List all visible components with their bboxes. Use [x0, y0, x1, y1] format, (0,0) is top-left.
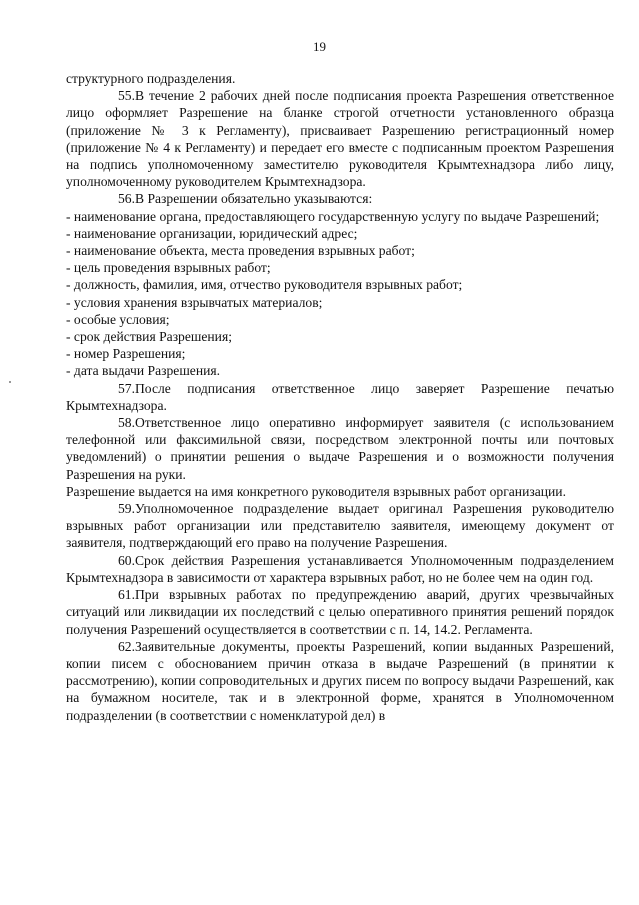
paragraph: 55.В течение 2 рабочих дней после подписания проекта Разрешения ответственное лицо оформляет Разрешение на бланке строгой отчетности установленного образца (приложение № 3 к Регламенту), присваивает Разрешению регистрационный номер (приложение № 4 к Регламенту) и передает его вместе с подписанным проектом Разрешения на подпись уполномоченному заместителю руководителя Крымтехнадзора либо лицу, уполномоченному руководителем Крымтехнадзора.	[66, 88, 614, 190]
paragraph: 61.При взрывных работах по предупреждению аварий, других чрезвычайных ситуаций или ликвидации их последствий с целью оперативного принятия решений порядок получения Разрешений осуществляется в соответствии с п. 14, 14.2. Регламента.	[66, 587, 614, 637]
list-item: - наименование организации, юридический адрес;	[66, 225, 358, 241]
paragraph: 58.Ответственное лицо оперативно информирует заявителя (с использованием телефонной или факсимильной связи, посредством электронной почты или почтовых уведомлений) о принятии решения о выдаче Разрешения и о возможности получения Разрешения на руки.	[66, 415, 614, 482]
list-item: - наименование объекта, места проведения взрывных работ;	[66, 243, 415, 259]
list-item: - номер Разрешения;	[66, 346, 186, 362]
list-item: - должность, фамилия, имя, отчество руководителя взрывных работ;	[66, 277, 463, 293]
list-item: - цель проведения взрывных работ;	[66, 260, 271, 276]
paragraph: Разрешение выдается на имя конкретного руководителя взрывных работ организации.	[66, 483, 566, 499]
list-item: - условия хранения взрывчатых материалов;	[66, 294, 323, 310]
paragraph: 57.После подписания ответственное лицо заверяет Разрешение печатью Крымтехнадзора.	[66, 380, 614, 413]
scan-speck	[9, 381, 11, 383]
document-body	[66, 70, 614, 724]
paragraph: 56.В Разрешении обязательно указываются:	[118, 191, 373, 207]
paragraph: структурного подразделения.	[66, 71, 236, 86]
list-item: - дата выдачи Разрешения.	[66, 363, 221, 379]
page-number: 19	[313, 39, 326, 54]
list-item: - срок действия Разрешения;	[66, 329, 232, 345]
paragraph: 62.Заявительные документы, проекты Разрешений, копии выданных Разрешений, копии писем с обоснованием причин отказа в выдаче Разрешений (в принятии к рассмотрению), копии сопроводительных и других писем по вопросу выдачи Разрешений, как на бумажном носителе, так и в электронной форме, хранятся в Уполномоченном подразделении (в соответствии с номенклатурой дел) в	[66, 638, 614, 723]
list-item: - наименование органа, предоставляющего государственную услугу по выдаче Разрешений;	[66, 208, 600, 224]
paragraph: 60.Срок действия Разрешения устанавливается Уполномоченным подразделением Крымтехнадзора в зависимости от характера взрывных работ, но не более чем на один год.	[66, 552, 614, 585]
paragraph: 59.Уполномоченное подразделение выдает оригинал Разрешения руководителю взрывных работ организации или представителю заявителя, имеющему документ от заявителя, подтверждающий его право на получение Разрешения.	[66, 501, 614, 551]
list-item: - особые условия;	[66, 311, 170, 327]
